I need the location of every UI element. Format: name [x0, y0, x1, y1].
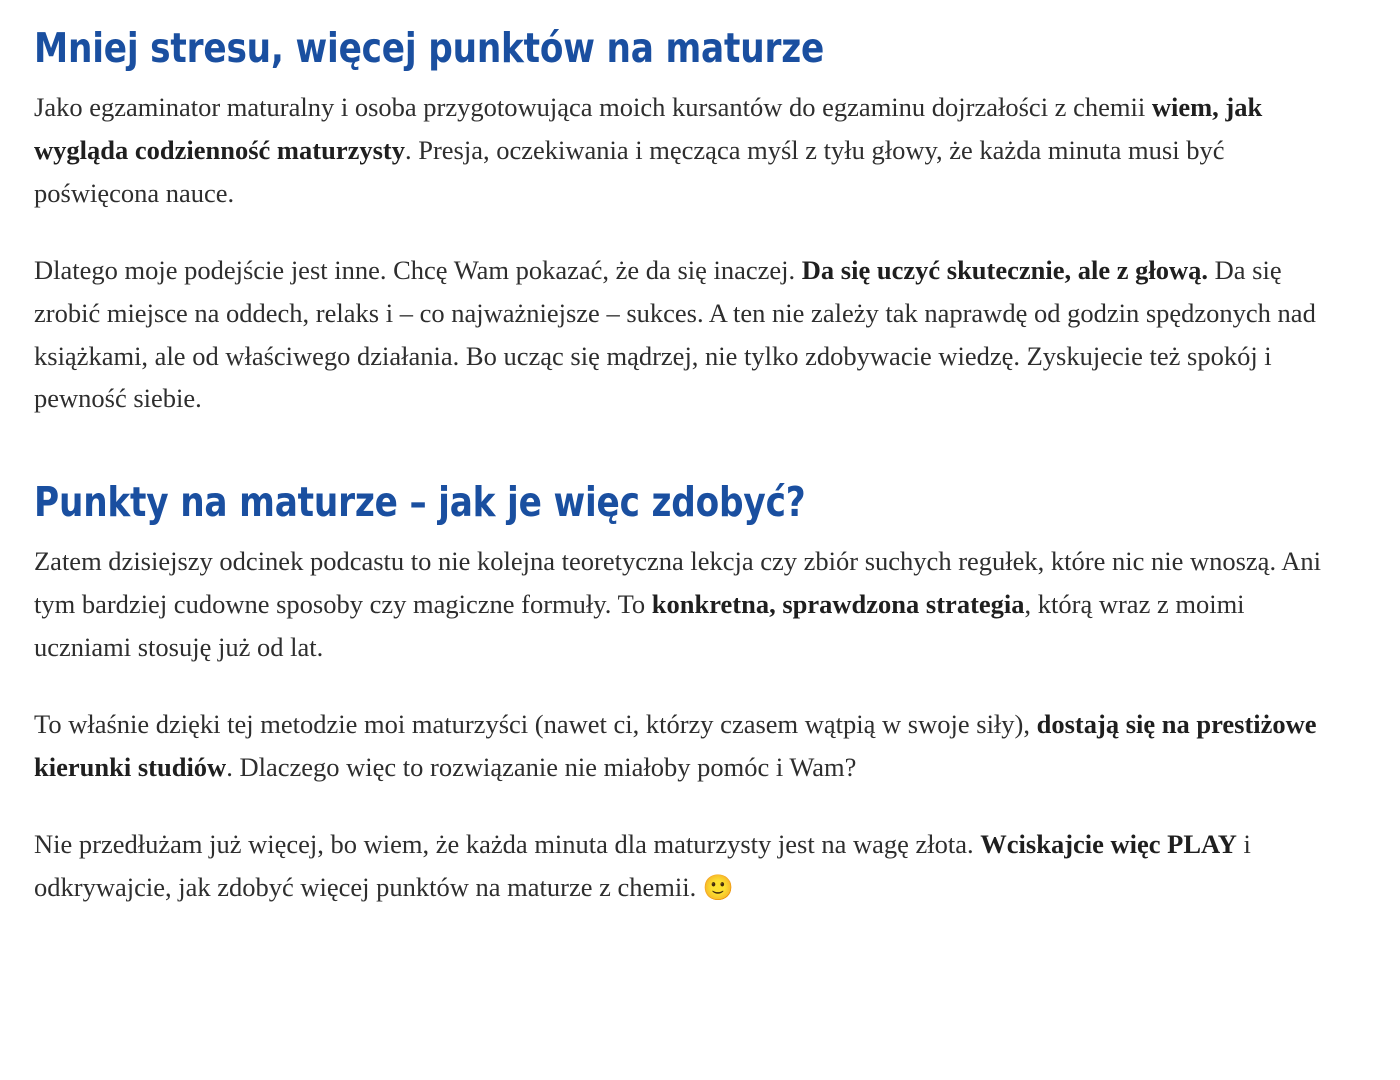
text-run: Da się zrobić miejsce na oddech, relaks i – co najważniejsze – sukces. A ten nie zależy tak naprawdę od godzin spędzonych nad książkami, ale od właściwego działania. Bo ucząc się mądrzej, nie tylko zdobywacie wiedzę. Zyskujecie też spokój i pewność siebie.: [34, 254, 1316, 414]
paragraph: [34, 249, 1334, 421]
text-run: To właśnie dzięki tej metodzie moi maturzyści (nawet ci, którzy czasem wątpią w swoje siły),: [34, 709, 1037, 740]
emphasized-text: Wciskajcie więc PLAY: [980, 828, 1237, 859]
emphasized-text: konkretna, sprawdzona strategia: [651, 589, 1025, 620]
text-run: , którą wraz z moimi uczniami stosuję już od lat.: [34, 589, 1245, 663]
emphasized-text: dostają się na prestiżowe kierunki studiów: [34, 709, 1317, 782]
emphasized-text: wiem, jak wygląda codzienność maturzysty: [34, 91, 1263, 165]
section-heading-2: Punkty na maturze – jak je więc zdobyć?: [34, 478, 806, 527]
section-heading-1: Mniej stresu, więcej punktów na maturze: [34, 24, 825, 72]
paragraph: [34, 86, 1334, 215]
text-run: i odkrywajcie, jak zdobyć więcej punktów na maturze z chemii.: [34, 828, 1251, 902]
paragraph: [34, 540, 1334, 669]
emphasized-text: Da się uczyć skutecznie, ale z głową.: [801, 254, 1209, 285]
text-run: Jako egzaminator maturalny i osoba przygotowująca moich kursantów do egzaminu dojrzałości z chemii: [34, 91, 1152, 122]
paragraph: [34, 823, 1334, 909]
text-run: . Presja, oczekiwania i męcząca myśl z tyłu głowy, że każda minuta musi być poświęcona nauce.: [34, 134, 1225, 208]
paragraph: [34, 703, 1334, 789]
text-run: Zatem dzisiejszy odcinek podcastu to nie kolejna teoretyczna lekcja czy zbiór suchych regułek, które nic nie wnoszą. Ani tym bardziej cudowne sposoby czy magiczne formuły. To: [34, 546, 1321, 620]
smile-emoji: 🙂: [702, 872, 735, 902]
text-run: . Dlaczego więc to rozwiązanie nie miałoby pomóc i Wam?: [226, 751, 857, 782]
text-run: Nie przedłużam już więcej, bo wiem, że każda minuta dla maturzysty jest na wagę złota.: [34, 828, 981, 859]
text-run: Dlatego moje podejście jest inne. Chcę Wam pokazać, że da się inaczej.: [34, 254, 802, 285]
